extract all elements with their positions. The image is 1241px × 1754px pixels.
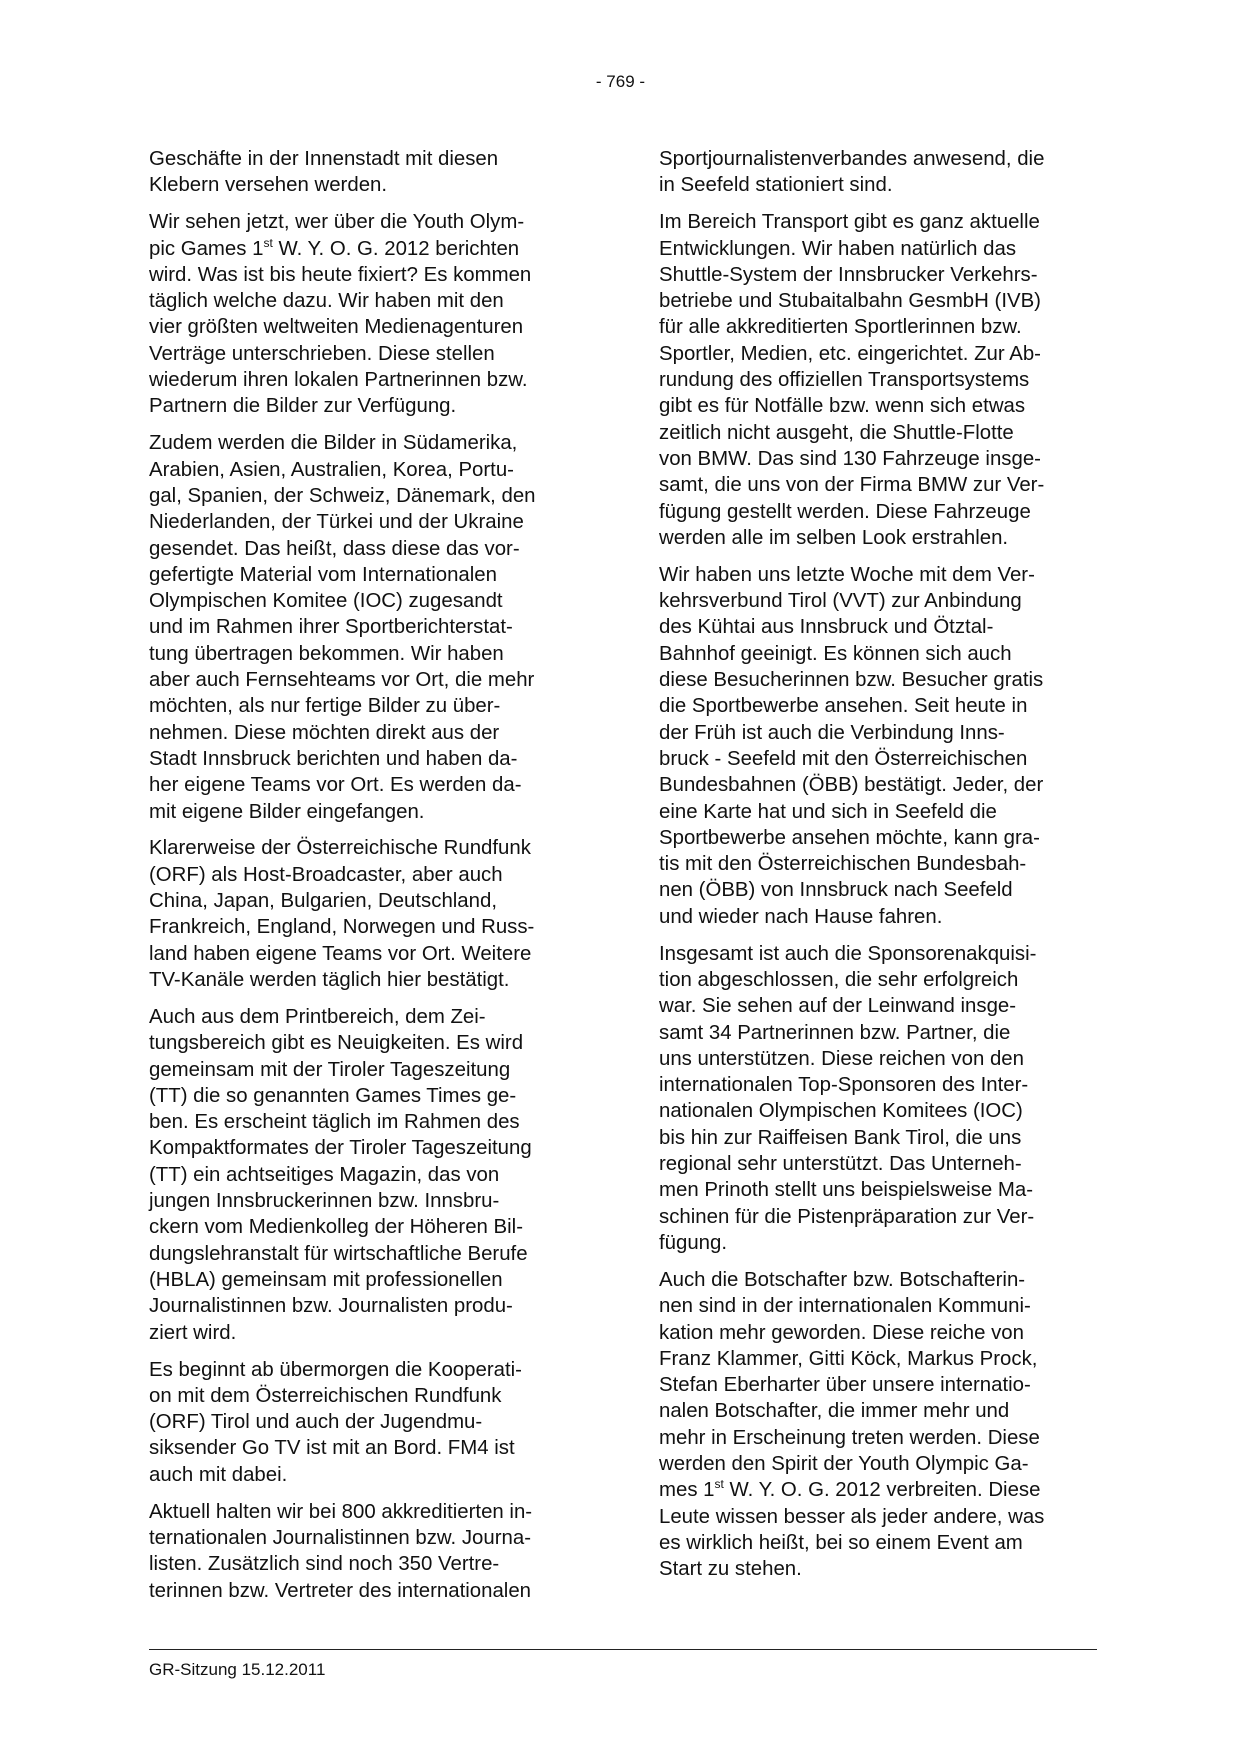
text-line: nen (ÖBB) von Innsbruck nach Seefeld (659, 879, 1013, 902)
text-line: Sportler, Medien, etc. eingerichtet. Zur Ab- (659, 342, 1041, 365)
text-line: für alle akkreditierten Sportlerinnen bzw. (659, 316, 1022, 339)
text-line: Auch aus dem Printbereich, dem Zei- (149, 1005, 486, 1028)
text-line: Insgesamt ist auch die Sponsorenakquisi- (659, 942, 1037, 965)
paragraph (659, 941, 1097, 1257)
text-line: mehr in Erscheinung treten werden. Diese (659, 1426, 1040, 1449)
text-line: her eigene Teams vor Ort. Es werden da- (149, 774, 522, 797)
text-line: ckern vom Medienkolleg der Höheren Bil- (149, 1216, 524, 1239)
text-line: (ORF) Tirol und auch der Jugendmu- (149, 1411, 483, 1434)
text-line: Leute wissen besser als jeder andere, was (659, 1505, 1045, 1528)
text-line: Entwicklungen. Wir haben natürlich das (659, 237, 1017, 260)
footer-rule (149, 1649, 1097, 1650)
paragraph (659, 562, 1097, 930)
text-line: schinen für die Pistenpräparation zur Ver- (659, 1205, 1035, 1228)
paragraph (149, 1499, 587, 1604)
text-line: Sportbewerbe ansehen möchte, kann gra- (659, 826, 1040, 849)
paragraph (149, 209, 587, 419)
text-line: Niederlanden, der Türkei und der Ukraine (149, 511, 524, 534)
text-line: fügung. (659, 1231, 728, 1254)
text-line: (TT) ein achtseitiges Magazin, das von (149, 1163, 500, 1186)
text-line: (ORF) als Host-Broadcaster, aber auch (149, 863, 503, 886)
text-line: internationalen Top-Sponsoren des Inter- (659, 1074, 1029, 1097)
text-line: pic Games 1st W. Y. O. G. 2012 berichten (149, 235, 520, 260)
text-line: ziert wird. (149, 1321, 237, 1344)
text-line: Auch die Botschafter bzw. Botschafterin- (659, 1268, 1026, 1291)
text-line: Wir sehen jetzt, wer über die Youth Olym- (149, 211, 525, 234)
text-line: werden alle im selben Look erstrahlen. (659, 526, 1009, 549)
text-line: kation mehr geworden. Diese reiche von (659, 1321, 1024, 1344)
text-line: die Sportbewerbe ansehen. Seit heute in (659, 695, 1028, 718)
text-line: men Prinoth stellt uns beispielsweise Ma- (659, 1179, 1033, 1202)
text-line: wird. Was ist bis heute fixiert? Es kommen (149, 263, 532, 286)
text-line: listen. Zusätzlich sind noch 350 Vertre- (149, 1553, 500, 1576)
text-line: gemeinsam mit der Tiroler Tageszeitung (149, 1058, 511, 1081)
paragraph (149, 835, 587, 993)
text-line: täglich welche dazu. Wir haben mit den (149, 290, 504, 313)
text-line: Stefan Eberharter über unsere internatio- (659, 1374, 1031, 1397)
footer-text: GR-Sitzung 15.12.2011 (149, 1660, 326, 1679)
text-line: (HBLA) gemeinsam mit professionellen (149, 1268, 503, 1291)
text-line: TV-Kanäle werden täglich hier bestätigt. (149, 968, 510, 991)
text-line: fügung gestellt werden. Diese Fahrzeuge (659, 500, 1031, 523)
text-line: Frankreich, England, Norwegen und Russ- (149, 916, 535, 939)
text-line: ternationalen Journalistinnen bzw. Journa- (149, 1526, 531, 1549)
paragraph (149, 146, 587, 199)
text-line: aber auch Fernsehteams vor Ort, die mehr (149, 669, 535, 692)
text-line: nationalen Olympischen Komitees (IOC) (659, 1100, 1023, 1123)
text-line: wiederum ihren lokalen Partnerinnen bzw. (149, 369, 528, 392)
text-line: uns unterstützen. Diese reichen von den (659, 1047, 1024, 1070)
text-line: auch mit dabei. (149, 1463, 288, 1486)
text-line: war. Sie sehen auf der Leinwand insge- (659, 995, 1017, 1018)
text-line: Journalistinnen bzw. Journalisten produ- (149, 1295, 513, 1318)
text-line: Verträge unterschrieben. Diese stellen (149, 342, 495, 365)
text-line: samt, die uns von der Firma BMW zur Ver- (659, 474, 1045, 497)
paragraph (149, 430, 587, 824)
text-line: zeitlich nicht ausgeht, die Shuttle-Flotte (659, 421, 1014, 444)
text-line: eine Karte hat und sich in Seefeld die (659, 800, 997, 823)
superscript: st (714, 1477, 724, 1492)
superscript: st (263, 235, 273, 250)
text-line: gibt es für Notfälle bzw. wenn sich etwas (659, 395, 1026, 418)
text-line: Partnern die Bilder zur Verfügung. (149, 395, 457, 418)
text-line: Klebern versehen werden. (149, 174, 388, 197)
paragraph (659, 1267, 1097, 1583)
text-column-right (659, 146, 1097, 1593)
text-line: werden den Spirit der Youth Olympic Ga- (659, 1453, 1029, 1475)
text-line: Geschäfte in der Innenstadt mit diesen (149, 148, 499, 170)
text-line: und im Rahmen ihrer Sportberichterstat- (149, 616, 513, 639)
text-line: diese Besucherinnen bzw. Besucher gratis (659, 669, 1044, 692)
text-line: Sportjournalistenverbandes anwesend, die (659, 148, 1045, 170)
text-line: siksender Go TV ist mit an Bord. FM4 ist (149, 1437, 515, 1460)
paragraph (659, 209, 1097, 551)
text-line: Franz Klammer, Gitti Köck, Markus Prock, (659, 1347, 1038, 1370)
text-line: on mit dem Österreichischen Rundfunk (149, 1384, 502, 1407)
text-line: Klarerweise der Österreichische Rundfunk (149, 837, 531, 860)
text-line: kehrsverbund Tirol (VVT) zur Anbindung (659, 590, 1022, 613)
text-line: des Kühtai aus Innsbruck und Ötztal- (659, 616, 994, 639)
text-line: tion abgeschlossen, die sehr erfolgreich (659, 968, 1019, 991)
text-line: es wirklich heißt, bei so einem Event am (659, 1531, 1023, 1554)
text-line: von BMW. Das sind 130 Fahrzeuge insge- (659, 447, 1041, 470)
text-line: Wir haben uns letzte Woche mit dem Ver- (659, 563, 1035, 586)
text-line: vier größten weltweiten Medienagenturen (149, 316, 524, 339)
text-line: China, Japan, Bulgarien, Deutschland, (149, 890, 497, 913)
text-line: rundung des offiziellen Transportsystems (659, 369, 1030, 392)
text-line: mit eigene Bilder eingefangen. (149, 800, 425, 823)
text-line: betriebe und Stubaitalbahn GesmbH (IVB) (659, 290, 1041, 313)
text-line: Kompaktformates der Tiroler Tageszeitung (149, 1137, 532, 1160)
text-line: ben. Es erscheint täglich im Rahmen des (149, 1111, 520, 1134)
page-number: - 769 - (595, 72, 646, 91)
text-line: der Früh ist auch die Verbindung Inns- (659, 721, 1005, 744)
text-line: Shuttle-System der Innsbrucker Verkehrs- (659, 263, 1038, 286)
text-line: tis mit den Österreichischen Bundesbah- (659, 853, 1027, 876)
text-line: jungen Innsbruckerinnen bzw. Innsbru- (149, 1190, 500, 1213)
text-line: Bahnhof geeinigt. Es können sich auch (659, 642, 1012, 665)
text-line: nalen Botschafter, die immer mehr und (659, 1400, 1010, 1423)
text-line: in Seefeld stationiert sind. (659, 174, 893, 197)
text-line: land haben eigene Teams vor Ort. Weitere (149, 942, 532, 965)
text-line: Olympischen Komitee (IOC) zugesandt (149, 590, 503, 613)
text-line: regional sehr unterstützt. Das Unterneh- (659, 1153, 1022, 1176)
text-line: gefertigte Material vom Internationalen (149, 563, 497, 586)
text-line: gal, Spanien, der Schweiz, Dänemark, den (149, 484, 536, 507)
text-line: (TT) die so genannten Games Times ge- (149, 1084, 517, 1107)
text-column-left (149, 146, 587, 1615)
text-line: Start zu stehen. (659, 1558, 802, 1581)
text-line: tungsbereich gibt es Neuigkeiten. Es wird (149, 1032, 524, 1055)
text-line: Es beginnt ab übermorgen die Kooperati- (149, 1358, 522, 1381)
text-line: tung übertragen bekommen. Wir haben (149, 642, 504, 665)
text-line: bruck - Seefeld mit den Österreichischen (659, 747, 1028, 770)
text-line: Arabien, Asien, Australien, Korea, Portu- (149, 458, 514, 481)
text-line: Zudem werden die Bilder in Südamerika, (149, 432, 518, 455)
text-line: Im Bereich Transport gibt es ganz aktuelle (659, 211, 1040, 234)
text-line: Aktuell halten wir bei 800 akkreditierten in- (149, 1500, 533, 1523)
text-line: und wieder nach Hause fahren. (659, 905, 943, 928)
paragraph (149, 1357, 587, 1488)
text-line: dungslehranstalt für wirtschaftliche Berufe (149, 1242, 528, 1265)
paragraph (149, 1004, 587, 1346)
text-line: möchten, als nur fertige Bilder zu über- (149, 695, 501, 718)
text-line: samt 34 Partnerinnen bzw. Partner, die (659, 1021, 1011, 1044)
paragraph (659, 146, 1097, 199)
text-line: nehmen. Diese möchten direkt aus der (149, 721, 500, 744)
text-line: Bundesbahnen (ÖBB) bestätigt. Jeder, der (659, 774, 1044, 797)
text-line: bis hin zur Raiffeisen Bank Tirol, die uns (659, 1126, 1022, 1149)
text-line: gesendet. Das heißt, dass diese das vor- (149, 537, 520, 560)
text-line: terinnen bzw. Vertreter des internationalen (149, 1579, 531, 1602)
text-line: nen sind in der internationalen Kommuni- (659, 1295, 1031, 1318)
text-line: mes 1st W. Y. O. G. 2012 verbreiten. Diese (659, 1477, 1041, 1502)
text-line: Stadt Innsbruck berichten und haben da- (149, 747, 518, 770)
